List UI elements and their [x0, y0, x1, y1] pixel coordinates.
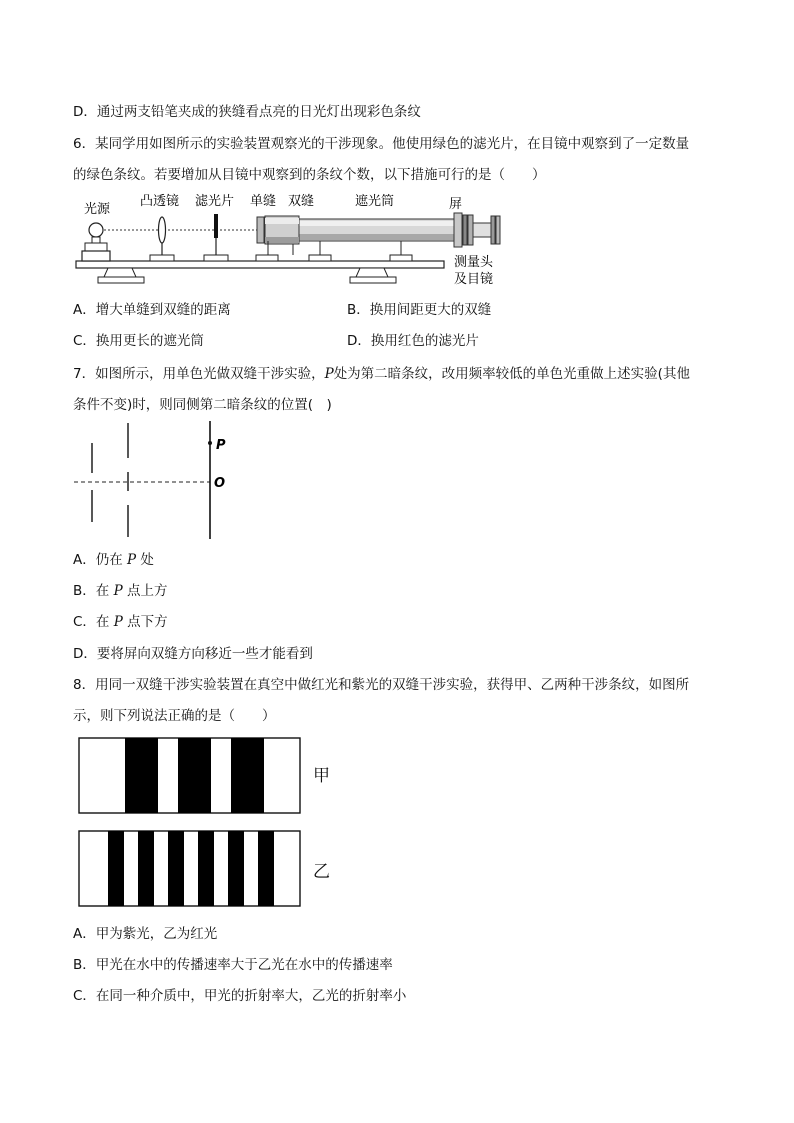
q5-option-d: D．通过两支铅笔夹成的狭缝看点亮的日光灯出现彩色条纹: [73, 104, 421, 120]
q8-option-c: C．在同一种介质中，甲光的折射率大，乙光的折射率小: [73, 988, 407, 1004]
point-p-ref: P: [324, 366, 334, 382]
interference-apparatus-figure: [70, 188, 520, 292]
filter-icon: [204, 214, 228, 261]
fringe-dark: [231, 738, 264, 813]
label-jia: 甲: [313, 766, 330, 786]
bench-leg-right: [356, 268, 388, 277]
hood-tube: [256, 216, 455, 261]
q6-option-d: D．换用红色的滤光片: [347, 333, 479, 349]
q7-stem-line1: 7．如图所示，用单色光做双缝干涉实验，P处为第二暗条纹，改用频率较低的单色光重做上述实验(其他: [73, 366, 690, 382]
label-measuring-head: 测量头: [454, 255, 494, 270]
optical-bench: [76, 261, 444, 268]
convex-lens-icon: [150, 217, 174, 261]
q8-stem-line2: 示，则下列说法正确的是（ ）: [73, 708, 276, 724]
q7-option-a: A．仍在 P 处: [73, 552, 154, 568]
label-o: O: [214, 476, 226, 491]
measuring-head-icon: [454, 213, 500, 247]
label-hood: 遮光筒: [355, 194, 395, 209]
q7-stem-line2: 条件不变)时，则同侧第二暗条纹的位置( ): [73, 397, 332, 413]
fringe-dark: [178, 738, 211, 813]
q6-option-c: C．换用更长的遮光筒: [73, 333, 204, 349]
label-convex-lens: 凸透镜: [140, 194, 180, 209]
double-slit-figure: [70, 420, 240, 540]
q6-option-a: A．增大单缝到双缝的距离: [73, 302, 231, 318]
light-bulb-icon: [82, 223, 110, 261]
label-double-slit: 双缝: [288, 194, 315, 209]
q7-option-d: D．要将屏向双缝方向移近一些才能看到: [73, 646, 313, 662]
fringe-dark: [125, 738, 158, 813]
fringe-pattern-yi: [78, 830, 302, 908]
label-single-slit: 单缝: [250, 194, 277, 209]
q6-option-b: B．换用间距更大的双缝: [347, 302, 492, 318]
label-filter: 滤光片: [195, 194, 235, 209]
fringe-pattern-jia: [78, 737, 302, 815]
q6-stem-line1: 6．某同学用如图所示的实验装置观察光的干涉现象。他使用绿色的滤光片，在目镜中观察到了一定数量: [73, 136, 690, 152]
q8-option-b: B．甲光在水中的传播速率大于乙光在水中的传播速率: [73, 957, 393, 973]
bench-leg-left: [104, 268, 136, 277]
label-p: P: [216, 438, 226, 453]
q7-option-b: B．在 P 点上方: [73, 583, 168, 599]
label-light-source: 光源: [84, 202, 111, 217]
label-yi: 乙: [313, 862, 330, 882]
point-p-dot: [208, 441, 212, 445]
q8-option-a: A．甲为紫光，乙为红光: [73, 926, 218, 942]
q6-stem-line2: 的绿色条纹。若要增加从目镜中观察到的条纹个数，以下措施可行的是（ ）: [73, 167, 546, 183]
label-eyepiece: 及目镜: [454, 272, 494, 287]
label-screen: 屏: [449, 197, 463, 212]
q7-option-c: C．在 P 点下方: [73, 614, 168, 630]
q8-stem-line1: 8．用同一双缝干涉实验装置在真空中做红光和紫光的双缝干涉实验，获得甲、乙两种干涉条纹，如图所: [73, 677, 690, 693]
